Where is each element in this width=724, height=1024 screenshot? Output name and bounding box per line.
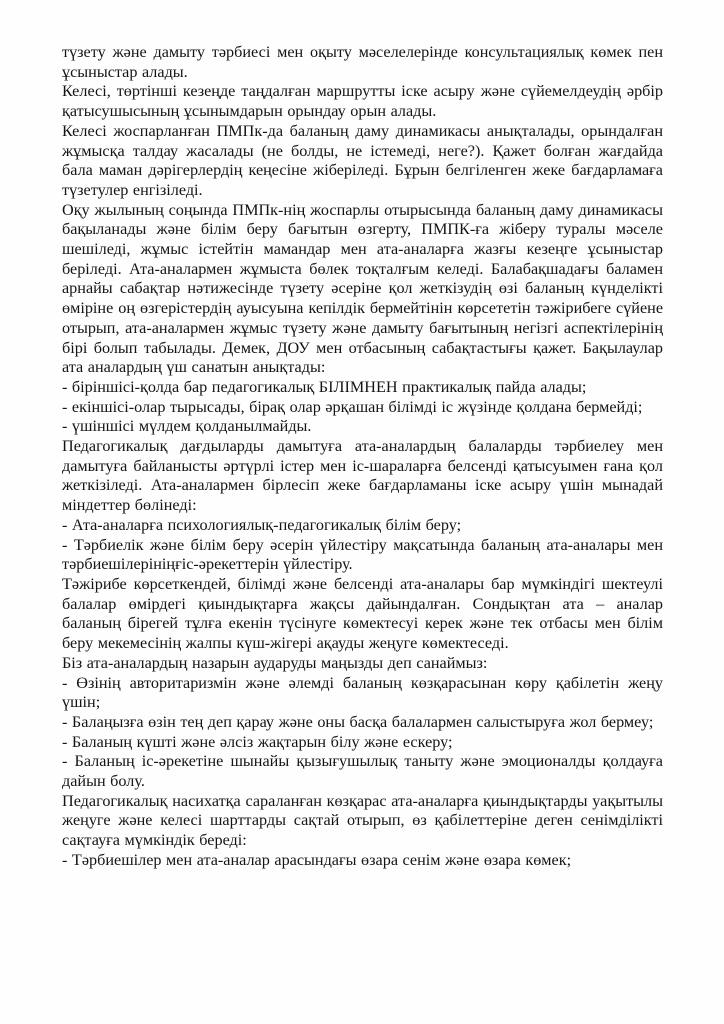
list-item: - Ата-аналарға психологиялық-педагогикалық білім беру; — [62, 515, 462, 534]
paragraph: түзету және дамыту тәрбиесі мен оқыту мәселелерінде консультациялық көмек пен ұсыныстар алады. — [62, 43, 663, 81]
list-item: - Балаңызға өзін тең деп қарау және оны басқа балалармен салыстыруға жол бермеу; — [62, 712, 654, 731]
list-item: - Баланың күшті және әлсіз жақтарын білу және ескеру; — [62, 732, 453, 751]
list-item: - екіншісі-олар тырысады, бірақ олар әрқашан білімді іс жүзінде қолдана бермейді; — [62, 397, 643, 416]
paragraph: Педагогикалық дағдыларды дамытуға ата-аналардың балаларды тәрбиелеу мен дамытуға байланысты әртүрлі істер мен іс-шараларға белсенді қатысуымен ғана қол жеткізіледі. Ата-аналармен бірлесіп жеке бағдарламаны іске асыру үшін мынадай міндеттер бөлінеді: — [62, 437, 663, 515]
paragraph: Келесі жоспарланған ПМПк-да баланың даму динамикасы анықталады, орындалған жұмысқа талдау жасалады (не болды, не істемеді, неге?). Қажет болған жағдайда бала маман дәрігерлердің кеңесіне жіберіледі. Бұрын белгіленген жеке бағдарламаға түзетулер енгізіледі. — [62, 121, 663, 199]
paragraph: Оқу жылының соңында ПМПк-нің жоспарлы отырысында баланың даму динамикасы бақыланады және білім беру бағытын өзгерту, ПМПК-ға жіберу туралы мәселе шешіледі, жұмыс істейтін мамандар мен ата-аналарға жазғы кезеңге ұсыныстар беріледі. Ата-аналармен жұмыста бөлек тоқталғым келеді. Балабақшадағы баламен арнайы сабақтар нәтижесінде түзету әсеріне қол жеткізудің өзі баланың күнделікті өміріне оң өзгерістердің ауысуына кепілдік бермейтінін көрсететін тәжірибеге сүйене отырып, ата-аналармен жұмыс түзету және дамыту бағытының негізгі аспектілерінің бірі болып табылады. Демек, ДОУ мен отбасының сабақтастығы қажет. Бақылаулар ата аналардың үш санатын анықтады: — [62, 200, 663, 377]
list-item: - үшіншісі мүлдем қолданылмайды. — [62, 417, 312, 436]
list-item: - Тәрбиешілер мен ата-аналар арасындағы өзара сенім және өзара көмек; — [62, 850, 572, 869]
list-item: - Өзінің авторитаризмін және әлемді баланың көзқарасынан көру қабілетін жеңу үшін; — [62, 673, 663, 712]
paragraph: Педагогикалық насихатқа сараланған көзқарас ата-аналарға қиындықтарды уақытылы жеңуге және келесі шарттарды сақтай отырып, өз қабілеттеріне деген сенімділікті сақтауға мүмкіндік береді: — [62, 791, 663, 850]
list-item: - Тәрбиелік және білім беру әсерін үйлестіру мақсатында баланың ата-аналары мен тәрбиешілерініңғіс-әрекеттерін үйлестіру. — [62, 535, 663, 574]
list-item: - Баланың іс-әрекетіне шынайы қызығушылық таныту және эмоционалды қолдауға дайын болу. — [62, 752, 663, 791]
paragraph: Тәжірибе көрсеткендей, білімді және белсенді ата-аналары бар мүмкіндігі шектеулі балалар өмірдегі қиындықтарға жақсы дайындалған. Сондықтан ата – аналар баланың бірегей тұлға екенін түсінуге көмектесуі керек және тек отбасы мен білім беру мекемесінің жалпы күш-жігері ақауды жеңуге көмектеседі. — [62, 574, 663, 653]
paragraph: Келесі, төртінші кезеңде таңдалған маршрутты іске асыру және сүйемелдеудің әрбір қатысушысының ұсынымдарын орындау орын алады. — [62, 82, 663, 121]
paragraph: Біз ата-аналардың назарын аударуды маңызды деп санаймыз: — [62, 653, 488, 672]
list-item: - біріншісі-қолда бар педагогикалық БІЛІМНЕН практикалық пайда алады; — [62, 377, 587, 396]
document-text-block — [62, 43, 663, 871]
